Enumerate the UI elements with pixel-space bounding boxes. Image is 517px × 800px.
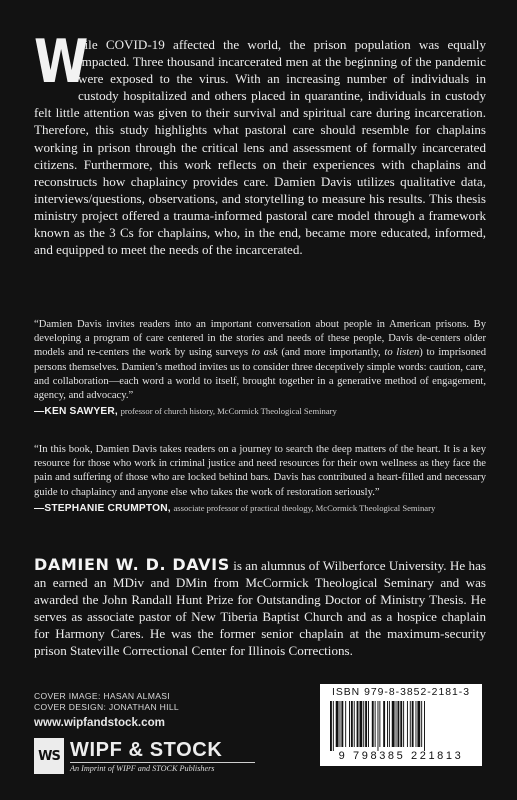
endorsement-2-attribution [34,501,486,516]
endorsement-2-text: “In this book, Damien Davis takes readers on a journey to search the deep matters of the heart. It is a key resource for those who work in criminal justice and need resources for their own wellness as they face the pain and suffering of those who are locked behind bars. Davis has contributed a heart-filled and necessary guide to chaplaincy and anyone else who takes the work of restoration seriously.” [34,444,486,498]
endorsement-1-attribution [34,404,486,419]
logo-divider [70,762,255,763]
endorser-name: —KEN SAWYER, [34,406,118,418]
publisher-name: WIPF & STOCK [70,739,223,761]
drop-cap: W [34,27,89,97]
cover-credits [34,691,254,731]
author-bio-text: is an alumnus of Wilberforce University. He has an earned an MDiv and DMin from McCormick Theological Seminary and was awarded the John Randall Hunt Prize for Outstanding Doctor of Ministry Thesis. He serves as associate pastor of New Tiberia Baptist Church and as a hospice chaplain for Harmony Cares. He was the former senior chaplain at the maximum-security prison Stateville Correctional Center for Illinois Corrections. [34,558,487,659]
publisher-url[interactable]: www.wipfandstock.com [34,716,165,729]
publisher-mark-icon: WS [34,738,64,774]
author-name: DAMIEN W. D. DAVIS [34,555,230,574]
cover-image-credit: COVER IMAGE: HASAN ALMASI [34,691,170,701]
isbn-label: ISBN 979-8-3852-2181-3 [331,687,471,698]
barcode-icon [328,701,474,751]
cover-design-credit: COVER DESIGN: JONATHAN HILL [34,702,179,712]
endorsement-1 [34,318,486,419]
publisher-imprint: An Imprint of WIPF and STOCK Publishers [70,764,215,773]
endorser-title: professor of church history, McCormick Theological Seminary [120,406,337,417]
endorser-title: associate professor of practical theology, McCormick Theological Seminary [173,502,436,513]
barcode-digits: 9 798385 221813 [338,750,464,762]
description-text: hile COVID-19 affected the world, the prison population was equally impacted. Three thousand incarcerated men at the beginning of the pandemic were exposed to the virus. With an increasing number of individuals in custody hospitalized and others placed in quarantine, individuals in custody felt little attention was given to their survival and spiritual care during incarceration. Therefore, this study highlights what pastoral care should resemble for chaplains working in prison through the critical lens and assessment of formally incarcerated citizens. Furthermore, this work reflects on their experiences with chaplains and reconstructs how chaplaincy provides care. Damien Davis utilizes qualitative data, interviews/questions, observations, and storytelling to measure his results. This thesis ministry project offered a trauma-informed pastoral care model through a framework known as the 3 Cs for chaplains, who, in the end, became more educated, informed, and equipped to meet the needs of the incarcerated. [34,37,486,258]
publisher-logo [34,738,264,774]
author-bio [34,556,486,660]
endorser-name: —STEPHANIE CRUMPTON, [34,502,171,514]
endorsement-1-text: “Damien Davis invites readers into an important conversation about people in American prisons. By developing a program of care centered in the stories and needs of these people, Davis de-centers older models and re-centers the work by using surveys to ask (and more importantly, to listen) to imprisoned persons themselves. Damien’s method invites us to consider three deceptively simple words: caution, care, and collaboration—each word a world to itself, brought together in a generative method of engagement, agency, and advocacy.” [34,319,487,402]
book-description [34,27,486,258]
endorsement-2 [34,443,486,516]
barcode-panel [320,684,482,766]
